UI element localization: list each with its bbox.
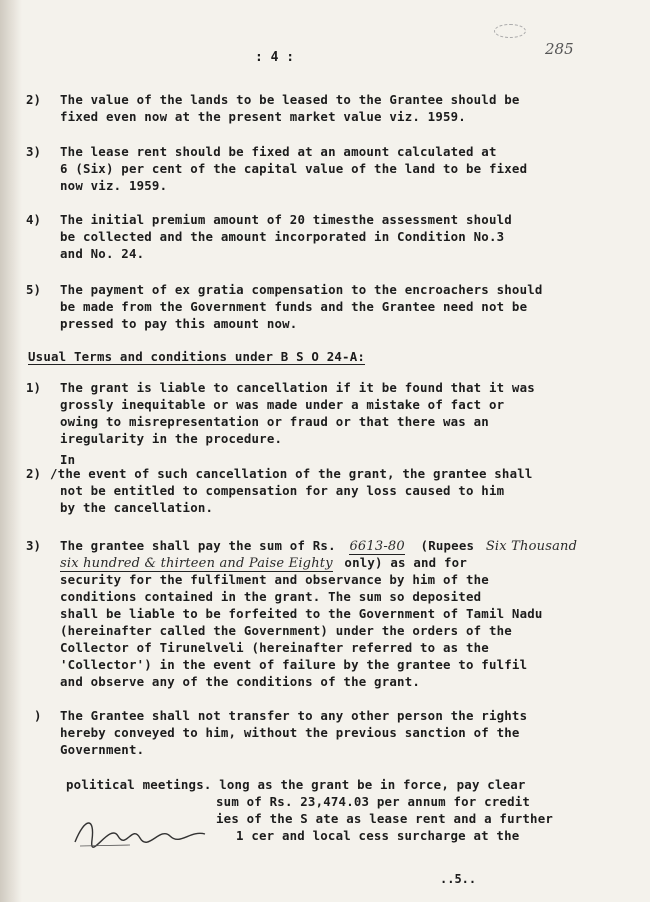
condition-number: 2): [26, 466, 41, 481]
text-fragment: (Rupees: [420, 538, 475, 553]
condition-number: 3): [26, 538, 41, 553]
tail-line: sum of Rs. 23,474.03 per annum for credit: [216, 794, 531, 809]
item-line: and No. 24.: [60, 246, 145, 261]
item-number: 4): [26, 212, 41, 227]
item-line: The payment of ex gratia compensation to the encroachers should: [60, 282, 543, 297]
condition-number: ): [34, 708, 42, 723]
item-number: 5): [26, 282, 41, 297]
text-fragment: only) as and for: [344, 555, 467, 570]
handwritten-page-number: 285: [545, 40, 574, 58]
condition-line: conditions contained in the grant. The sum so deposited: [60, 589, 482, 604]
condition-line: and observe any of the conditions of the grant.: [60, 674, 421, 689]
handwritten-words: six hundred & thirteen and Paise Eighty: [60, 556, 333, 571]
condition-line: The grant is liable to cancellation if it be found that it was: [60, 380, 535, 395]
text-fragment: The grantee shall pay the sum of Rs.: [60, 538, 336, 553]
condition-line: by the cancellation.: [60, 500, 214, 515]
condition-line: not be entitled to compensation for any loss caused to him: [60, 483, 505, 498]
item-line: 6 (Six) per cent of the capital value of the land to be fixed: [60, 161, 528, 176]
page-marker: : 4 :: [255, 50, 295, 65]
condition-line: hereby conveyed to him, without the previous sanction of the: [60, 725, 520, 740]
faint-stamp: [494, 24, 526, 38]
tail-line: political meetings. long as the grant be in force, pay clear: [66, 777, 526, 792]
condition-line: Collector of Tirunelveli (hereinafter referred to as the: [60, 640, 489, 655]
tail-line: 1 cer and local cess surcharge at the: [236, 828, 520, 843]
item-line: The lease rent should be fixed at an amount calculated at: [60, 144, 497, 159]
condition-line-second: [60, 555, 467, 571]
item-line: fixed even now at the present market value viz. 1959.: [60, 109, 466, 124]
item-line: pressed to pay this amount now.: [60, 316, 298, 331]
binding-shadow: [0, 0, 22, 902]
condition-line: 'Collector') in the event of failure by the grantee to fulfil: [60, 657, 528, 672]
tail-line: ies of the S ate as lease rent and a further: [216, 811, 554, 826]
condition-line: iregularity in the procedure.: [60, 431, 283, 446]
condition-line-first: [60, 538, 577, 554]
handwritten-words: Six Thousand: [485, 539, 578, 554]
condition-line: (hereinafter called the Government) under the orders of the: [60, 623, 512, 638]
inserted-word: In: [60, 452, 76, 467]
signature-icon: [70, 812, 210, 852]
condition-line: shall be liable to be forfeited to the Government of Tamil Nadu: [60, 606, 543, 621]
item-line: now viz. 1959.: [60, 178, 168, 193]
condition-number: 1): [26, 380, 41, 395]
item-line: be made from the Government funds and the Grantee need not be: [60, 299, 528, 314]
section-heading: Usual Terms and conditions under B S O 24-A:: [28, 349, 366, 364]
condition-line: owing to misrepresentation or fraud or that there was an: [60, 414, 489, 429]
footer-marker: ..5..: [440, 872, 477, 886]
item-number: 2): [26, 92, 41, 107]
condition-line: The Grantee shall not transfer to any other person the rights: [60, 708, 528, 723]
item-line: be collected and the amount incorporated in Condition No.3: [60, 229, 505, 244]
condition-line: Government.: [60, 742, 145, 757]
item-line: The value of the lands to be leased to the Grantee should be: [60, 92, 520, 107]
handwritten-amount: 6613-80: [349, 539, 405, 554]
condition-line: /the event of such cancellation of the grant, the grantee shall: [50, 466, 533, 481]
item-number: 3): [26, 144, 41, 159]
condition-line: security for the fulfilment and observance by him of the: [60, 572, 489, 587]
item-line: The initial premium amount of 20 timesthe assessment should: [60, 212, 512, 227]
condition-line: grossly inequitable or was made under a mistake of fact or: [60, 397, 505, 412]
